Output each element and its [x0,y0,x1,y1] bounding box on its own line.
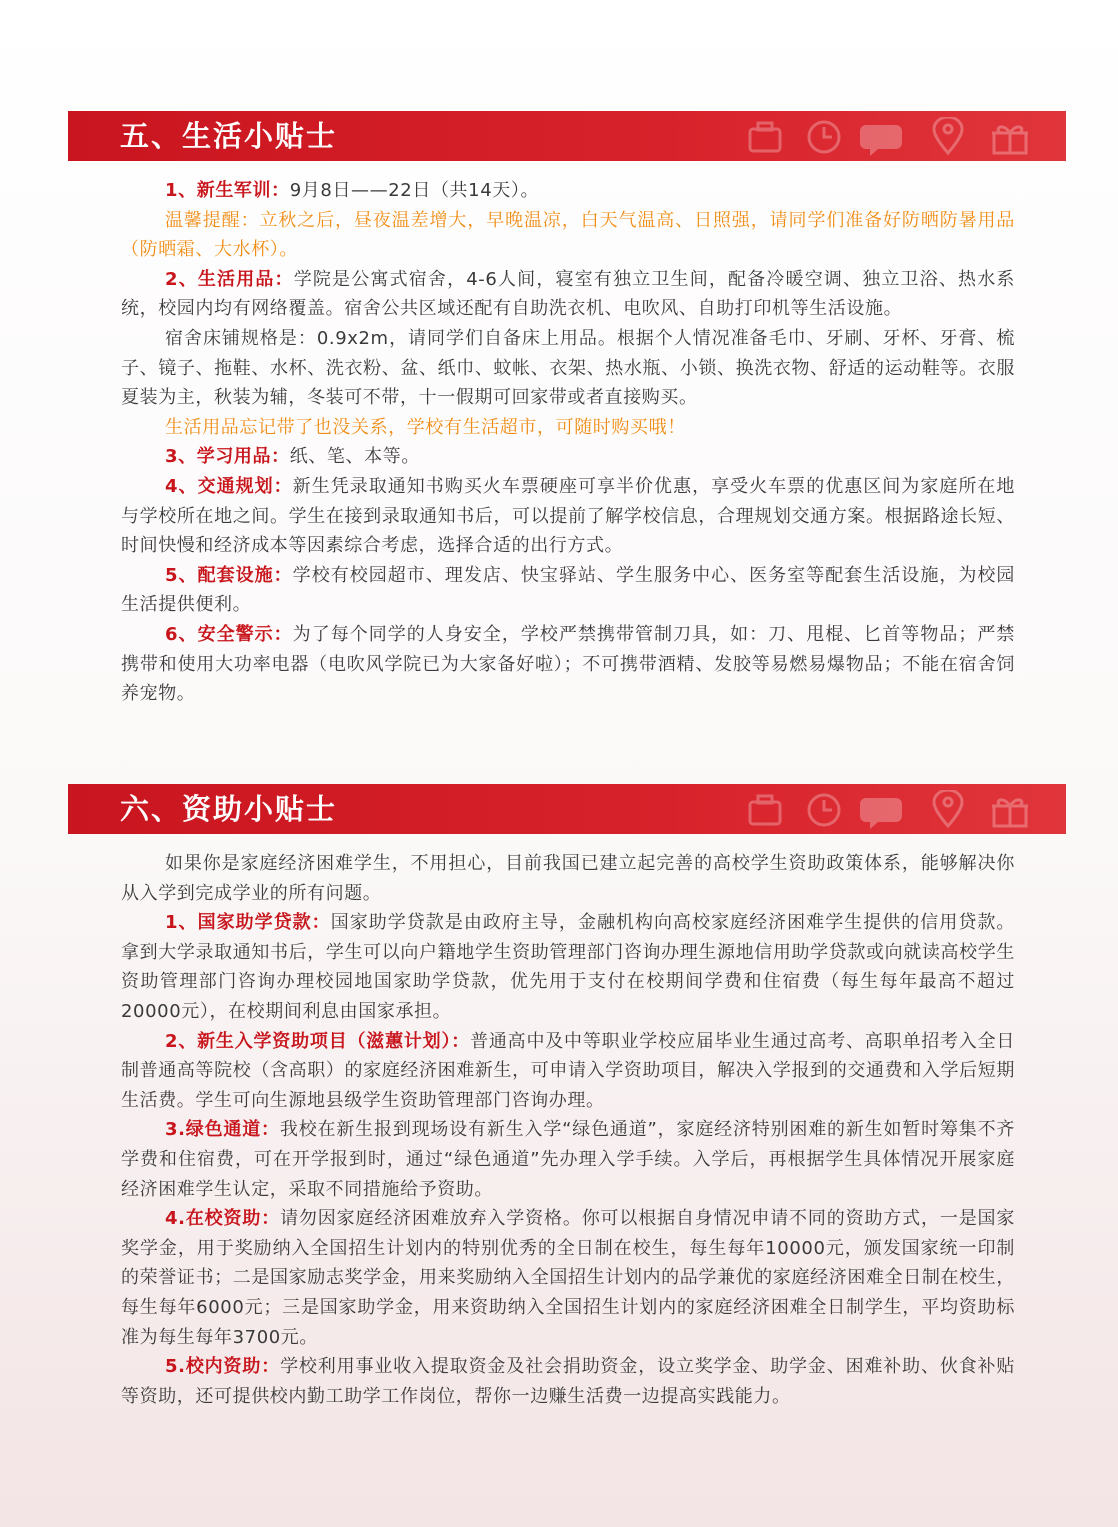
item-school-aid: 5.校内资助：学校利用事业收入提取资金及社会捐助资金，设立奖学金、助学金、困难补助、伙食补贴等资助，还可提供校内勤工助学工作岗位，帮你一边赚生活费一边提高实践能力。 [121,1356,1016,1407]
item-study-supplies: 3、学习用品：纸、笔、本等。 [165,446,420,468]
briefcase-icon [750,796,780,824]
item-campus-aid: 4.在校资助：请勿因家庭经济困难放弃入学资格。你可以根据自身情况申请不同的资助方式，一是国家奖学金，用于奖励纳入全国招生计划内的特别优秀的全日制在校生，每生每年10000元，颁发国家统一印制的荣誉证书；二是国家励志奖学金，用来奖励纳入全国招生计划内的品学兼优的家庭经济困难全日制在校生，每生每年6000元；三是国家助学金，用来资助纳入全国招生计划内的家庭经济困难全日制学生，平均资助标准为每生每年3700元。 [121,1208,1016,1348]
item-military-training: 1、新生军训：9月8日——22日（共14天）。 [165,180,540,201]
speech-bubble-icon [860,798,902,829]
banner-decoration [746,117,1036,157]
location-pin-icon [934,117,962,153]
section-6-body [121,849,1015,1411]
gift-icon [992,800,1028,826]
section-6-title: 六、资助小贴士 [120,792,338,826]
clock-icon [809,795,839,825]
location-pin-icon [934,790,962,826]
item-safety: 6、安全警示：为了每个同学的人身安全，学校严禁携带管制刀具，如：刀、甩棍、匕首等物品；严禁携带和使用大功率电器（电吹风学院已为大家备好啦）；不可携带酒精、发胶等易燃易爆物品；不能在宿舍饲养宠物。 [121,623,1015,705]
banner-decoration [746,790,1036,830]
section-5-title: 五、生活小贴士 [120,119,338,153]
item-green-channel: 3.绿色通道：我校在新生报到现场设有新生入学“绿色通道”，家庭经济特别困难的新生如暂时筹集不齐学费和住宿费，可在开学报到时，通过“绿色通道”先办理入学手续。入学后，再根据学生具体情况开展家庭经济困难学生认定，采取不同措施给予资助。 [121,1119,1015,1200]
item-freshman-aid: 2、新生入学资助项目（滋蕙计划）：普通高中及中等职业学校应届毕业生通过高考、高职单招考入全日制普通高等院校（含高职）的家庭经济困难新生，可申请入学资助项目，解决入学报到的交通费和入学后短期生活费。学生可向生源地县级学生资助管理部门咨询办理。 [121,1030,1015,1111]
item-daily-supplies: 2、生活用品：学院是公寓式宿舍，4-6人间，寝室有独立卫生间，配备冷暖空调、独立卫浴、热水系统，校园内均有网络覆盖。宿舍公共区域还配有自助洗衣机、电吹风、自助打印机等生活设施。 [121,268,1015,320]
section-5-banner [68,111,1066,161]
briefcase-icon [750,123,780,151]
clock-icon [809,122,839,152]
bed-spec-paragraph: 宿舍床铺规格是：0.9x2m，请同学们自备床上用品。根据个人情况准备毛巾、牙刷、牙杯、牙膏、梳子、镜子、拖鞋、水杯、洗衣粉、盆、纸巾、蚊帐、衣架、热水瓶、小锁、换洗衣物、舒适的运动鞋等。衣服夏装为主，秋装为辅，冬装可不带，十一假期可回家带或者直接购买。 [121,327,1015,409]
section-5-body [121,176,1015,709]
gift-icon [992,127,1028,153]
item-national-loan: 1、国家助学贷款：国家助学贷款是由政府主导，金融机构向高校家庭经济困难学生提供的信用贷款。拿到大学录取通知书后，学生可以向户籍地学生资助管理部门咨询办理生源地信用助学贷款或向就读高校学生资助管理部门咨询办理校园地国家助学贷款，优先用于支付在校期间学费和住宿费（每生每年最高不超过20000元），在校期间利息由国家承担。 [121,912,1015,1022]
aid-intro-paragraph: 如果你是家庭经济困难学生，不用担心，目前我国已建立起完善的高校学生资助政策体系，能够解决你从入学到完成学业的所有问题。 [121,853,1015,904]
warm-reminder: 温馨提醒：立秋之后，昼夜温差增大，早晚温凉，白天气温高、日照强，请同学们准备好防晒防暑用品（防晒霜、大水杯）。 [121,209,1015,261]
item-transport: 4、交通规划：新生凭录取通知书购买火车票硬座可享半价优惠，享受火车票的优惠区间为家庭所在地与学校所在地之间。学生在接到录取通知书后，可以提前了解学校信息，合理规划交通方案。根据路途长短、时间快慢和经济成本等因素综合考虑，选择合适的出行方式。 [121,475,1015,557]
section-6-banner [68,784,1066,834]
item-facilities: 5、配套设施：学校有校园超市、理发店、快宝驿站、学生服务中心、医务室等配套生活设施，为校园生活提供便利。 [121,564,1015,616]
supermarket-reminder: 生活用品忘记带了也没关系，学校有生活超市，可随时购买哦！ [165,416,686,438]
speech-bubble-icon [860,125,902,156]
